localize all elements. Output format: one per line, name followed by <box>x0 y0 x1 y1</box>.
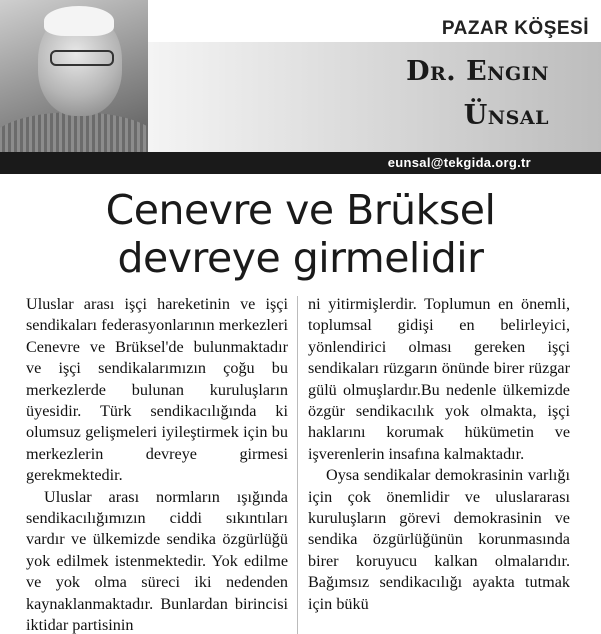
article-column-right <box>308 294 570 634</box>
author-photo <box>0 0 148 152</box>
article-paragraph: Uluslar arası normların ışığında sendikacılığımızın ciddi sıkıntıları vardır ve ülkemizde sendika özgürlüğü yok edilmek istenmektedir. Yok edilme ve yok olma süreci iki nedenden kaynaklanmaktadır. Bunlardan birincisi iktidar partisinin <box>26 487 288 634</box>
column-kicker: PAZAR KÖŞESİ <box>441 18 589 39</box>
author-email[interactable]: eunsal@tekgida.org.tr <box>387 155 531 170</box>
author-photo-glasses <box>50 50 114 66</box>
article-paragraph: Uluslar arası işçi hareketinin ve işçi sendikaları federasyonlarının merkezleri Cenevre ve Brüksel'de bulunmaktadır ve işçi sendikalarımızın çoğu bu merkezlerde bulunan kuruluşların üyesidir. Türk sendikacılığında ki olumsuz gelişmeleri iyileştirmek için bu merkezlerin devreye girmesi gerekmektedir. <box>26 295 288 485</box>
article-headline <box>0 186 601 282</box>
article-paragraph: Oysa sendikalar demokrasinin varlığı için çok önemlidir ve uluslararası kuruluşların görevi demokrasinin ve sendika özgürlüğünün korunmasında birer koruyucu kalkan olmalarıdır. Bağımsız sendikacılığı ayakta tutmak için bükü <box>308 466 570 613</box>
headline-line1: Cenevre ve Brüksel <box>105 186 496 234</box>
column-divider <box>297 296 298 634</box>
headline-line2: devreye girmelidir <box>117 234 484 282</box>
author-photo-hair <box>44 6 114 36</box>
author-photo-shoulders <box>0 112 148 152</box>
email-bar <box>0 152 601 174</box>
author-name-line1: Dr. Engin <box>406 56 549 87</box>
column-header <box>0 0 601 174</box>
author-name-line2: Ünsal <box>463 100 549 131</box>
article-column-left <box>26 294 288 634</box>
article-paragraph: ni yitirmişlerdir. Toplumun en önemli, toplumsal gidişi en belirleyici, yönlendirici olması gereken işçi sendikaları rüzgarın önünde birer rüzgar gülü olmuşlardır.Bu nedenle ülkemizde özgür sendikacılık yok olmakta, işçi haklarını korumak hükümetin ve işverenlerin insafına kalmaktadır. <box>308 295 570 463</box>
